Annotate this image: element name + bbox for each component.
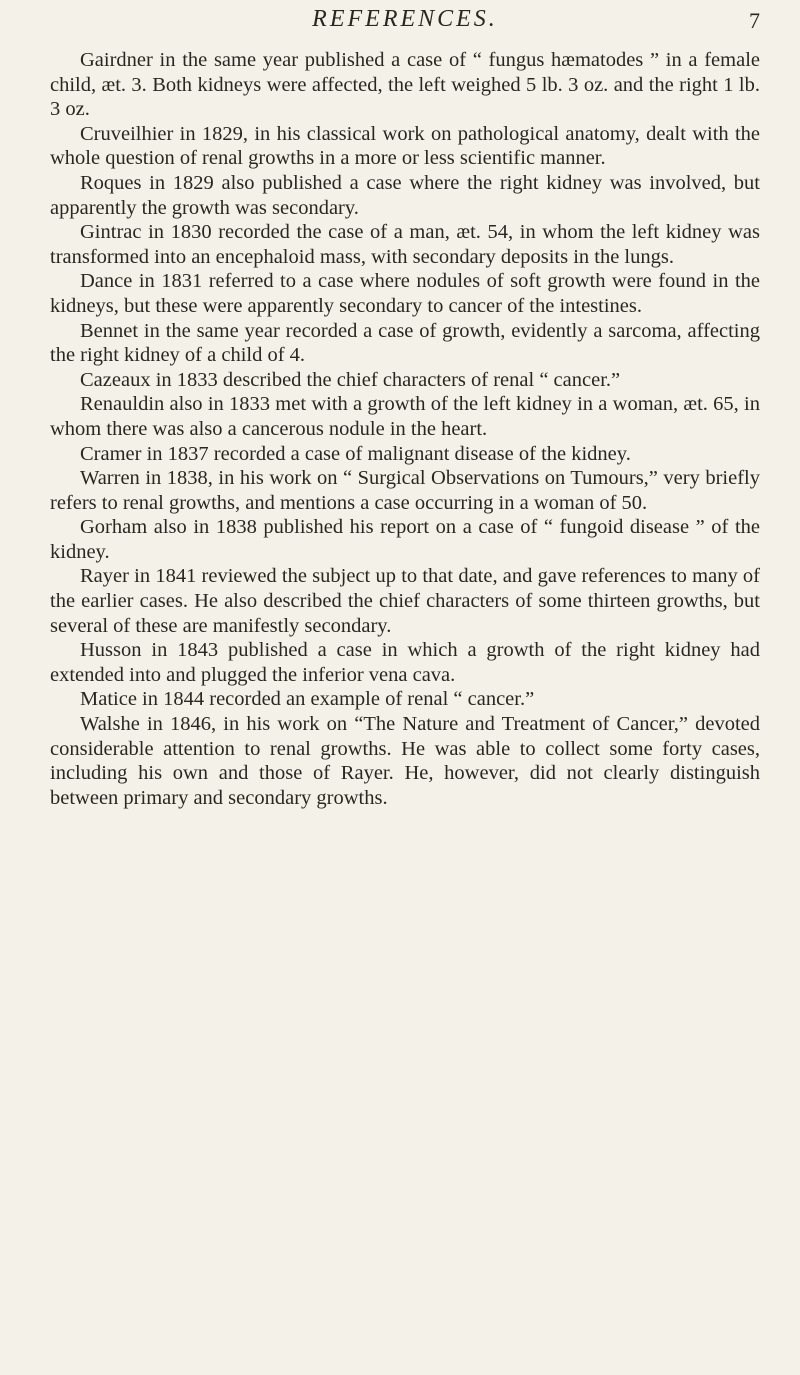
body-text bbox=[50, 48, 760, 810]
paragraph-cruveilhier: Cruveilhier in 1829, in his classical work on pathological anatomy, dealt with the whole question of renal growths in a more or less scientific manner. bbox=[50, 122, 760, 170]
paragraph-bennet: Bennet in the same year recorded a case of growth, evidently a sarcoma, affecting the right kidney of a child of 4. bbox=[50, 319, 760, 367]
paragraph-roques: Roques in 1829 also published a case where the right kidney was involved, but apparently the growth was secondary. bbox=[50, 171, 760, 219]
paragraph-dance: Dance in 1831 referred to a case where nodules of soft growth were found in the kidneys, but these were apparently secondary to cancer of the intestines. bbox=[50, 270, 760, 317]
paragraph-warren: Warren in 1838, in his work on “ Surgical Observations on Tumours,” very briefly refers to renal growths, and mentions a case occurring in a woman of 50. bbox=[50, 467, 760, 514]
paragraph-renauldin: Renauldin also in 1833 met with a growth of the left kidney in a woman, æt. 65, in whom there was also a cancerous nodule in the heart. bbox=[50, 393, 760, 440]
paragraph-walshe: Walshe in 1846, in his work on “The Nature and Treatment of Cancer,” devoted considerable attention to renal growths. He was able to collect some forty cases, including his own and those of Rayer. He, however, did not clearly distinguish between primary and secondary growths. bbox=[50, 713, 760, 809]
paragraph-cazeaux: Cazeaux in 1833 described the chief characters of renal “ cancer.” bbox=[80, 368, 621, 391]
paragraph-cramer: Cramer in 1837 recorded a case of malignant disease of the kidney. bbox=[80, 442, 631, 465]
paragraph-husson: Husson in 1843 published a case in which a growth of the right kidney had extended into and plugged the inferior vena cava. bbox=[50, 639, 760, 686]
page-title: REFERENCES. bbox=[312, 6, 498, 32]
page-number: 7 bbox=[749, 8, 760, 33]
paragraph-gintrac: Gintrac in 1830 recorded the case of a man, æt. 54, in whom the left kidney was transformed into an encephaloid mass, with secondary deposits in the lungs. bbox=[50, 221, 760, 268]
paragraph-rayer: Rayer in 1841 reviewed the subject up to that date, and gave references to many of the earlier cases. He also described the chief characters of some thirteen growths, but several of these are manifestly secondary. bbox=[50, 565, 760, 637]
paragraph-matice: Matice in 1844 recorded an example of renal “ cancer.” bbox=[80, 688, 535, 711]
paragraph-gairdner: Gairdner in the same year published a case of “ fungus hæmatodes ” in a female child, æt. 3. Both kidneys were affected, the left weighed 5 lb. 3 oz. and the right 1 lb. 3 oz. bbox=[50, 49, 760, 121]
paragraph-gorham: Gorham also in 1838 published his report on a case of “ fungoid disease ” of the kidney. bbox=[50, 516, 760, 563]
running-head bbox=[50, 0, 760, 42]
